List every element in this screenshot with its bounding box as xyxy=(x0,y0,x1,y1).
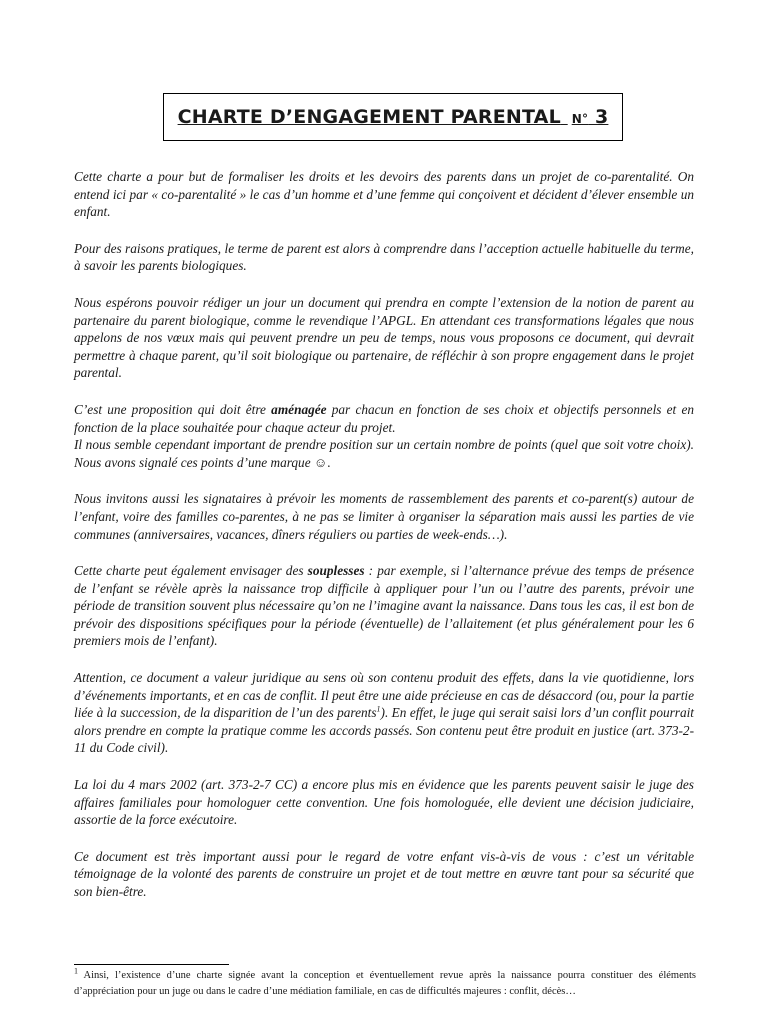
footnote xyxy=(74,968,696,999)
footnote-separator xyxy=(74,964,229,965)
footnote-reference: 1 xyxy=(376,704,381,714)
title-box xyxy=(163,93,623,141)
paragraph-legal-value: Attention, ce document a valeur juridique au sens où son contenu produit des effets, dans la vie quotidienne, lors d’événements importants, et en cas de conflit. Il peut être une aide précieuse en cas de désaccord (ou, pour la partie liée à la succession, de la disparition de l’un des parents$^1$). En effet, le juge qui serait saisi lors d’un conflit pourrait alors prendre en compte la pratique comme les accords passés. Son contenu peut être produit en justice (art. 373-2-11 du Code civil). xyxy=(74,670,694,756)
paragraph-position: Il nous semble cependant important de prendre position sur un certain nombre de points (quel que soit votre choix). Nous avons signalé ces points d’une marque ☺. xyxy=(74,437,694,470)
document-body xyxy=(74,168,694,920)
paragraph-flexibility: Cette charte peut également envisager des souplesses : par exemple, si l’alternance prévue des temps de présence de l’enfant se révèle après la naissance trop difficile à appliquer pour l’un ou l’autre des parents, prévoir une période de transition souvent plus nécessaire qu’on ne l’imagine avant la naissance. Dans tous les cas, il est bon de prévoir des dispositions spécifiques pour la période (éventuelle) de l’allaitement (et plus généralement pour les 6 premiers mois de l’enfant). xyxy=(74,563,694,649)
paragraph-purpose: Cette charte a pour but de formaliser les droits et les devoirs des parents dans un projet de co-parentalité. On entend ici par « co-parentalité » le cas d’un homme et d’une femme qui conçoivent et décident d’élever ensemble un enfant. xyxy=(74,169,694,220)
bold-souplesses: souplesses xyxy=(307,563,365,579)
footnote-marker: 1 xyxy=(74,966,78,976)
paragraph-definition: Pour des raisons pratiques, le terme de parent est alors à comprendre dans l’acception actuelle habituelle du terme, à savoir les parents biologiques. xyxy=(74,240,694,274)
title-number-label: N° xyxy=(571,112,589,126)
paragraph-child: Ce document est très important aussi pour le regard de votre enfant vis-à-vis de vous : c’est un véritable témoignage de la volonté des parents de construire un projet et de tout mettre en œuvre tant pour sa sécurité que son bien-être. xyxy=(74,848,694,899)
paragraph-extension: Nous espérons pouvoir rédiger un jour un document qui prendra en compte l’extension de la notion de parent au partenaire du parent biologique, comme le revendique l’APGL. En attendant ces transformations légales que nous appelons de nos vœux mais qui peuvent prendre un peu de temps, nous vous proposons ce document, qui devrait permettre à chaque parent, qu’il soit biologique ou partenaire, de réfléchir à son propre engagement dans le projet parental. xyxy=(74,294,694,381)
footnote-text: Ainsi, l’existence d’une charte signée avant la conception et éventuellement revue après la naissance pourra constituer des éléments d’appréciation pour un juge ou dans le cadre d’une médiation familiale, en cas de difficultés majeures : conflit, décès… xyxy=(74,970,696,997)
paragraph-proposal: C’est une proposition qui doit être aménagée par chacun en fonction de ses choix et objectifs personnels et en fonction de la place souhaitée pour chaque acteur du projet. xyxy=(74,401,694,435)
bold-amenagee: aménagée xyxy=(271,401,327,417)
paragraph-law: La loi du 4 mars 2002 (art. 373-2-7 CC) a encore plus mis en évidence que les parents peuvent saisir le juge des affaires familiales pour homologuer cette convention. Une fois homologuée, elle devient une décision judiciaire, assortie de la force exécutoire. xyxy=(74,777,694,828)
document-title: CHARTE D’ENGAGEMENT PARENTAL N° 3 xyxy=(177,106,609,128)
title-number: 3 xyxy=(594,106,609,128)
paragraph-gatherings: Nous invitons aussi les signataires à prévoir les moments de rassemblement des parents et co-parent(s) autour de l’enfant, voire des familles co-parentes, à ne pas se limiter à organiser la séparation mais aussi les parties de vie communes (anniversaires, vacances, dîners réguliers ou parties de week-ends…). xyxy=(74,491,694,542)
